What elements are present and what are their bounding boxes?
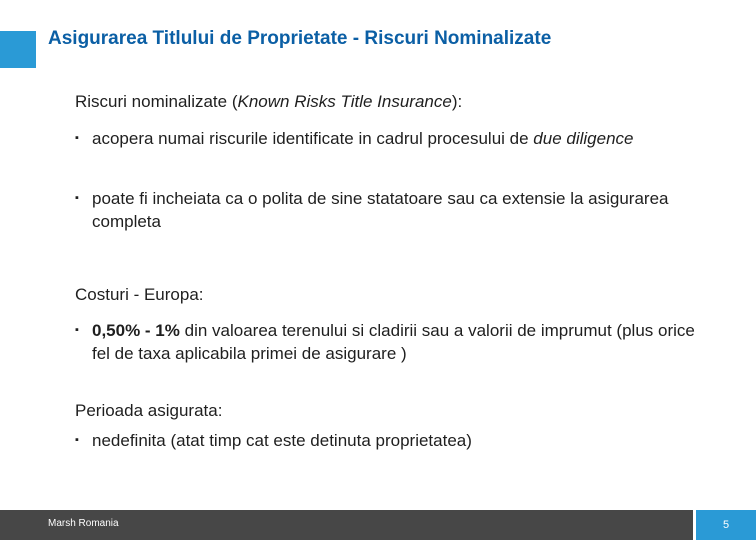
list-item-text: nedefinita (atat timp cat este detinuta proprietatea) — [92, 431, 472, 450]
accent-square — [0, 31, 36, 68]
footer-bar — [0, 510, 756, 540]
list-item-text-bold: 0,50% - 1% — [92, 321, 180, 340]
page-number: 5 — [696, 510, 756, 540]
list-item-text: poate fi incheiata ca o polita de sine statatoare sau ca extensie la asigurarea completa — [92, 189, 669, 231]
list-item — [75, 187, 695, 233]
list-item-text — [75, 319, 695, 365]
list-item — [75, 127, 695, 150]
section-heading-known-risks — [75, 92, 462, 112]
section-heading-costs: Costuri - Europa: — [75, 285, 204, 304]
list-item-text-main: din valoarea terenului si cladirii sau a valorii de imprumut (plus orice fel de taxa aplicabila primei de asigurare ) — [92, 321, 695, 363]
heading-italic-text: Known Risks Title Insurance — [237, 92, 452, 111]
list-item-text-main: acopera numai riscurile identificate in cadrul procesului de — [92, 129, 534, 148]
square-bullet-icon: ▪ — [75, 132, 79, 144]
list-item-text — [75, 127, 695, 150]
section-heading-period: Perioada asigurata: — [75, 401, 223, 420]
square-bullet-icon: ▪ — [75, 434, 79, 446]
footer-company-name: Marsh Romania — [48, 518, 119, 529]
list-item — [75, 429, 695, 452]
square-bullet-icon: ▪ — [75, 324, 79, 336]
page-title: Asigurarea Titlului de Proprietate - Riscuri Nominalizate — [48, 28, 552, 49]
list-item-text-italic: due diligence — [533, 129, 634, 148]
heading-text-end: ): — [451, 92, 463, 111]
heading-text: Riscuri nominalizate ( — [75, 92, 238, 111]
square-bullet-icon: ▪ — [75, 192, 79, 204]
list-item — [75, 319, 695, 365]
